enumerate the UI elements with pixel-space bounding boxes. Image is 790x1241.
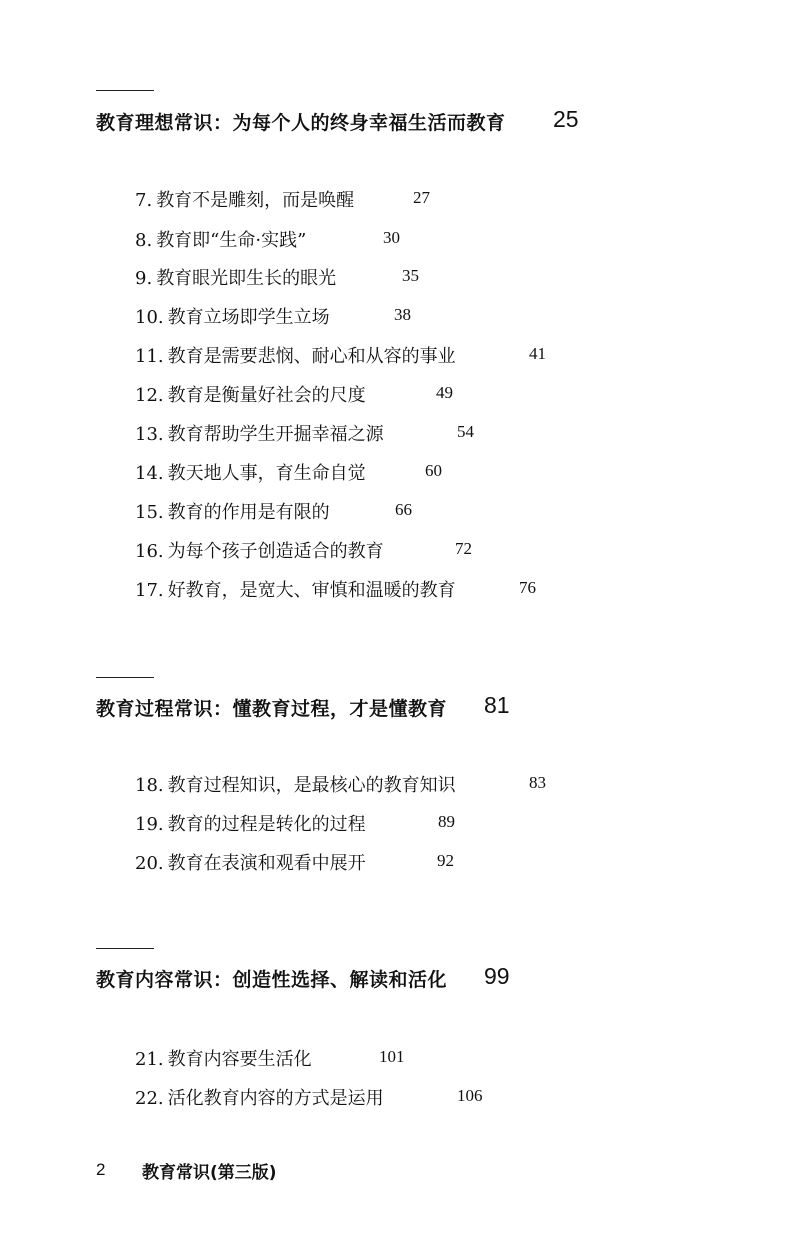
entry-number: 16. (135, 541, 164, 562)
entry-page-number: 27 (413, 188, 430, 207)
toc-entry[interactable] (135, 849, 454, 875)
entry-title: 教育过程知识，是最核心的教育知识 (167, 775, 456, 796)
entry-page-number: 54 (457, 422, 474, 441)
section-rule (96, 90, 154, 91)
entry-page-number: 66 (395, 500, 412, 519)
entry-title: 教育的作用是有限的 (167, 502, 330, 523)
toc-entry[interactable] (135, 459, 442, 485)
toc-entry[interactable] (135, 810, 455, 836)
entry-title: 活化教育内容的方式是运用 (167, 1088, 384, 1109)
entry-title: 教育是需要悲悯、耐心和从容的事业 (167, 346, 456, 367)
toc-entry[interactable] (135, 264, 419, 290)
entry-number: 8. (135, 230, 153, 251)
toc-entry[interactable] (135, 771, 546, 797)
entry-number: 18. (135, 775, 164, 796)
entry-number: 9. (135, 268, 153, 289)
section-page-number: 99 (484, 963, 510, 989)
entry-number: 15. (135, 502, 164, 523)
entry-page-number: 41 (529, 344, 546, 363)
entry-page-number: 38 (394, 305, 411, 324)
entry-page-number: 35 (402, 266, 419, 285)
entry-number: 11. (135, 346, 164, 367)
toc-entry[interactable] (135, 186, 430, 212)
entry-number: 17. (135, 580, 164, 601)
toc-entry[interactable] (135, 420, 474, 446)
toc-entry[interactable] (135, 537, 472, 563)
toc-entry[interactable] (135, 381, 453, 407)
entry-number: 21. (135, 1049, 164, 1070)
entry-title: 教育帮助学生开掘幸福之源 (167, 424, 384, 445)
entry-title: 为每个孩子创造适合的教育 (167, 541, 384, 562)
footer-book-title: 教育常识(第三版) (142, 1163, 277, 1183)
toc-entry[interactable] (135, 342, 546, 368)
entry-page-number: 92 (437, 851, 454, 870)
entry-number: 10. (135, 307, 164, 328)
entry-page-number: 106 (457, 1086, 483, 1105)
entry-title: 教育眼光即生长的眼光 (156, 268, 337, 289)
entry-number: 22. (135, 1088, 164, 1109)
entry-page-number: 49 (436, 383, 453, 402)
entry-number: 13. (135, 424, 164, 445)
entry-title: 教天地人事，育生命自觉 (167, 463, 366, 484)
section-page-number: 81 (484, 692, 510, 718)
entry-title: 教育是衡量好社会的尺度 (167, 385, 366, 406)
section-title: 教育过程常识：懂教育过程，才是懂教育 (96, 698, 448, 720)
toc-entry[interactable] (135, 1084, 483, 1110)
entry-number: 7. (135, 190, 153, 211)
toc-entry[interactable] (135, 576, 536, 602)
entry-title: 教育即“生命·实践” (156, 230, 307, 251)
toc-entry[interactable] (135, 1045, 405, 1071)
entry-page-number: 60 (425, 461, 442, 480)
entry-title: 教育在表演和观看中展开 (167, 853, 366, 874)
footer-page-number: 2 (96, 1160, 106, 1179)
entry-title: 教育立场即学生立场 (167, 307, 330, 328)
entry-number: 14. (135, 463, 164, 484)
entry-title: 教育内容要生活化 (167, 1049, 312, 1070)
entry-page-number: 89 (438, 812, 455, 831)
entry-title: 好教育，是宽大、审慎和温暖的教育 (167, 580, 456, 601)
entry-page-number: 83 (529, 773, 546, 792)
entry-page-number: 76 (519, 578, 536, 597)
entry-title: 教育的过程是转化的过程 (167, 814, 366, 835)
section-rule (96, 948, 154, 949)
section-page-number: 25 (553, 106, 579, 132)
entry-number: 20. (135, 853, 164, 874)
toc-entry[interactable] (135, 226, 400, 252)
section-rule (96, 677, 154, 678)
entry-page-number: 30 (383, 228, 400, 247)
entry-number: 12. (135, 385, 164, 406)
entry-title: 教育不是雕刻，而是唤醒 (156, 190, 355, 211)
entry-number: 19. (135, 814, 164, 835)
toc-entry[interactable] (135, 303, 411, 329)
entry-page-number: 101 (379, 1047, 405, 1066)
entry-page-number: 72 (455, 539, 472, 558)
section-title: 教育内容常识：创造性选择、解读和活化 (96, 969, 448, 991)
toc-entry[interactable] (135, 498, 412, 524)
section-title: 教育理想常识：为每个人的终身幸福生活而教育 (96, 112, 506, 134)
